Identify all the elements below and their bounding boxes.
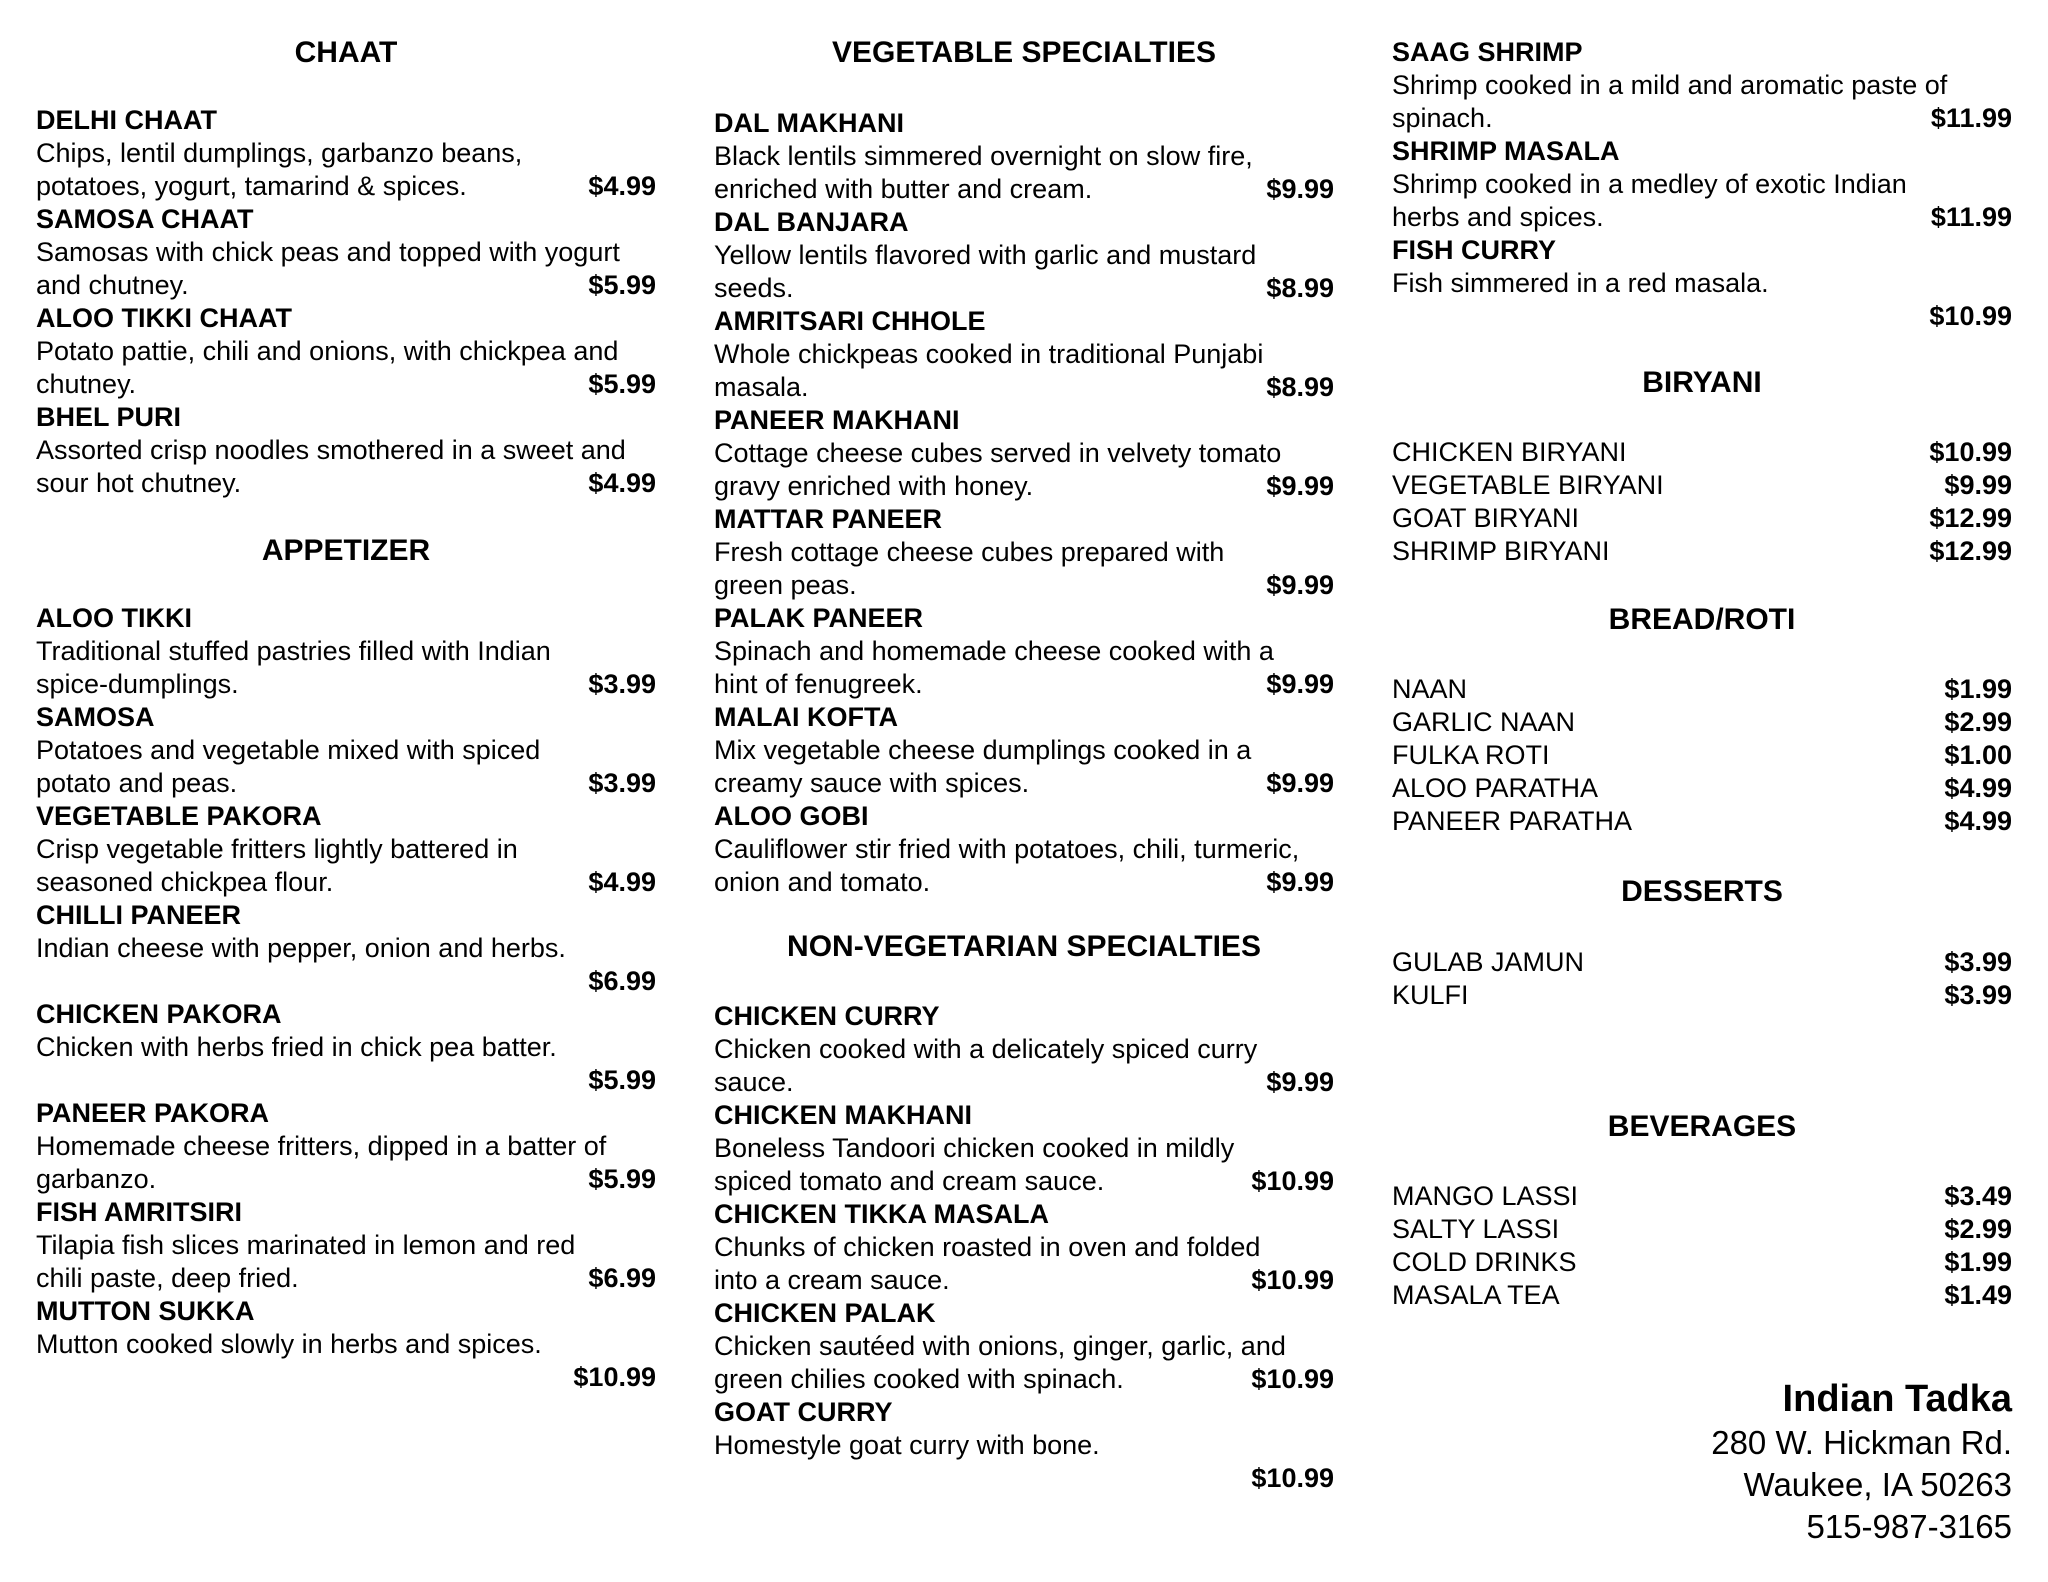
item-price: $9.99 bbox=[1266, 1067, 1334, 1097]
item-description: seeds. bbox=[714, 273, 794, 303]
item-description: Tilapia fish slices marinated in lemon and red bbox=[36, 1230, 576, 1260]
list-item bbox=[1392, 1246, 2012, 1279]
item-name: GARLIC NAAN bbox=[1392, 707, 1576, 737]
item-price: $5.99 bbox=[588, 369, 656, 399]
item-description: Homestyle goat curry with bone. bbox=[714, 1430, 1100, 1460]
item-name: GOAT BIRYANI bbox=[1392, 503, 1580, 533]
item-description: masala. bbox=[714, 372, 809, 402]
item-name: VEGETABLE BIRYANI bbox=[1392, 470, 1664, 500]
list-item bbox=[1392, 706, 2012, 739]
item-description: Samosas with chick peas and topped with yogurt bbox=[36, 237, 620, 267]
item-name: MUTTON SUKKA bbox=[36, 1296, 255, 1326]
item-name: AMRITSARI CHHOLE bbox=[714, 306, 986, 336]
item-name: BHEL PURI bbox=[36, 402, 182, 432]
item-description: Spinach and homemade cheese cooked with a bbox=[714, 636, 1274, 666]
item-name: DELHI CHAAT bbox=[36, 105, 217, 135]
item-description: Cottage cheese cubes served in velvety tomato bbox=[714, 438, 1282, 468]
item-description: Whole chickpeas cooked in traditional Punjabi bbox=[714, 339, 1264, 369]
item-description: Mix vegetable cheese dumplings cooked in a bbox=[714, 735, 1252, 765]
item-name: KULFI bbox=[1392, 980, 1469, 1010]
section-title-biryani: BIRYANI bbox=[1642, 366, 1762, 399]
item-name: CHICKEN CURRY bbox=[714, 1001, 940, 1031]
list-item bbox=[1392, 946, 2012, 979]
item-description: onion and tomato. bbox=[714, 867, 931, 897]
item-name: NAAN bbox=[1392, 674, 1468, 704]
item-description: Fresh cottage cheese cubes prepared with bbox=[714, 537, 1225, 567]
item-description: Chicken with herbs fried in chick pea batter. bbox=[36, 1032, 557, 1062]
item-price: $9.99 bbox=[1266, 174, 1334, 204]
item-name: COLD DRINKS bbox=[1392, 1247, 1577, 1277]
section-title-bread-roti: BREAD/ROTI bbox=[1608, 603, 1796, 636]
list-item bbox=[1392, 673, 2012, 706]
list-item bbox=[1392, 979, 2012, 1012]
restaurant-address-line-2: Waukee, IA 50263 bbox=[1743, 1466, 2012, 1503]
item-name: PANEER PARATHA bbox=[1392, 806, 1633, 836]
list-item bbox=[1392, 1180, 2012, 1213]
item-price: $10.99 bbox=[573, 1362, 656, 1392]
item-price: $3.49 bbox=[1944, 1181, 2012, 1211]
item-description: Assorted crisp noodles smothered in a sweet and bbox=[36, 435, 626, 465]
item-description: hint of fenugreek. bbox=[714, 669, 923, 699]
restaurant-phone: 515-987-3165 bbox=[1806, 1508, 2012, 1545]
item-price: $10.99 bbox=[1251, 1166, 1334, 1196]
item-description: garbanzo. bbox=[36, 1164, 157, 1194]
item-name: CHICKEN BIRYANI bbox=[1392, 437, 1627, 467]
item-description: Potato pattie, chili and onions, with chickpea and bbox=[36, 336, 619, 366]
item-description: Yellow lentils flavored with garlic and mustard bbox=[714, 240, 1257, 270]
item-name: VEGETABLE PAKORA bbox=[36, 801, 322, 831]
item-description: sauce. bbox=[714, 1067, 794, 1097]
item-price: $3.99 bbox=[588, 768, 656, 798]
item-description: Traditional stuffed pastries filled with Indian bbox=[36, 636, 551, 666]
item-price: $6.99 bbox=[588, 1263, 656, 1293]
item-price: $9.99 bbox=[1266, 669, 1334, 699]
item-price: $4.99 bbox=[1944, 806, 2012, 836]
list-item bbox=[1392, 1213, 2012, 1246]
item-description: Homemade cheese fritters, dipped in a batter of bbox=[36, 1131, 607, 1161]
item-description: Indian cheese with pepper, onion and herbs. bbox=[36, 933, 566, 963]
item-description: Shrimp cooked in a medley of exotic Indian bbox=[1392, 169, 1907, 199]
item-price: $10.99 bbox=[1929, 301, 2012, 331]
item-description: Cauliflower stir fried with potatoes, chili, turmeric, bbox=[714, 834, 1300, 864]
item-description: seasoned chickpea flour. bbox=[36, 867, 334, 897]
item-description: spinach. bbox=[1392, 103, 1493, 133]
item-price: $11.99 bbox=[1930, 103, 2012, 133]
list-item bbox=[1392, 469, 2012, 502]
item-price: $12.99 bbox=[1929, 536, 2012, 566]
restaurant-name: Indian Tadka bbox=[1782, 1378, 2012, 1420]
item-price: $4.99 bbox=[588, 468, 656, 498]
item-name: SHRIMP MASALA bbox=[1392, 136, 1620, 166]
item-description: spiced tomato and cream sauce. bbox=[714, 1166, 1105, 1196]
item-name: PALAK PANEER bbox=[714, 603, 924, 633]
item-name: PANEER PAKORA bbox=[36, 1098, 270, 1128]
item-description: potatoes, yogurt, tamarind & spices. bbox=[36, 171, 467, 201]
item-name: MANGO LASSI bbox=[1392, 1181, 1579, 1211]
item-description: Fish simmered in a red masala. bbox=[1392, 268, 1769, 298]
item-name: PANEER MAKHANI bbox=[714, 405, 960, 435]
list-item bbox=[1392, 739, 2012, 772]
item-description: creamy sauce with spices. bbox=[714, 768, 1030, 798]
item-name: SAMOSA CHAAT bbox=[36, 204, 254, 234]
item-description: into a cream sauce. bbox=[714, 1265, 950, 1295]
item-price: $4.99 bbox=[1944, 773, 2012, 803]
section-title-non-vegetarian-specialties: NON-VEGETARIAN SPECIALTIES bbox=[787, 930, 1261, 963]
section-title-appetizer: APPETIZER bbox=[261, 534, 431, 567]
item-description: gravy enriched with honey. bbox=[714, 471, 1034, 501]
item-name: CHICKEN PALAK bbox=[714, 1298, 936, 1328]
item-description: spice-dumplings. bbox=[36, 669, 239, 699]
item-price: $10.99 bbox=[1929, 437, 2012, 467]
item-price: $2.99 bbox=[1944, 1214, 2012, 1244]
item-price: $4.99 bbox=[588, 867, 656, 897]
item-name: FULKA ROTI bbox=[1392, 740, 1550, 770]
list-item bbox=[1392, 535, 2012, 568]
item-price: $9.99 bbox=[1944, 470, 2012, 500]
restaurant-info bbox=[1392, 1376, 2012, 1548]
item-name: ALOO GOBI bbox=[714, 801, 869, 831]
item-price: $9.99 bbox=[1266, 768, 1334, 798]
restaurant-address-line-1: 280 W. Hickman Rd. bbox=[1711, 1424, 2012, 1461]
item-name: GOAT CURRY bbox=[714, 1397, 893, 1427]
item-name: CHILLI PANEER bbox=[36, 900, 242, 930]
item-price: $9.99 bbox=[1266, 570, 1334, 600]
item-price: $1.99 bbox=[1944, 674, 2012, 704]
item-name: SALTY LASSI bbox=[1392, 1214, 1560, 1244]
item-price: $2.99 bbox=[1944, 707, 2012, 737]
item-description: Potatoes and vegetable mixed with spiced bbox=[36, 735, 541, 765]
item-description: Shrimp cooked in a mild and aromatic paste of bbox=[1392, 70, 1948, 100]
item-price: $11.99 bbox=[1930, 202, 2012, 232]
item-name: GULAB JAMUN bbox=[1392, 947, 1585, 977]
item-name: SAAG SHRIMP bbox=[1392, 37, 1583, 67]
item-description: sour hot chutney. bbox=[36, 468, 242, 498]
item-name: MALAI KOFTA bbox=[714, 702, 898, 732]
item-name: ALOO PARATHA bbox=[1392, 773, 1599, 803]
item-description: Chunks of chicken roasted in oven and folded bbox=[714, 1232, 1261, 1262]
item-name: CHICKEN TIKKA MASALA bbox=[714, 1199, 1049, 1229]
list-item bbox=[1392, 1279, 2012, 1312]
item-description: green chilies cooked with spinach. bbox=[714, 1364, 1124, 1394]
section-title-desserts: DESSERTS bbox=[1621, 875, 1783, 908]
item-price: $5.99 bbox=[588, 1164, 656, 1194]
item-description: Crisp vegetable fritters lightly battered in bbox=[36, 834, 518, 864]
item-price: $9.99 bbox=[1266, 867, 1334, 897]
item-price: $1.49 bbox=[1944, 1280, 2012, 1310]
item-price: $12.99 bbox=[1929, 503, 2012, 533]
item-price: $3.99 bbox=[588, 669, 656, 699]
item-name: MATTAR PANEER bbox=[714, 504, 942, 534]
item-description: herbs and spices. bbox=[1392, 202, 1604, 232]
item-description: potato and peas. bbox=[36, 768, 238, 798]
section-title-beverages: BEVERAGES bbox=[1607, 1110, 1797, 1143]
item-name: DAL MAKHANI bbox=[714, 108, 904, 138]
item-price: $5.99 bbox=[588, 1065, 656, 1095]
item-price: $10.99 bbox=[1251, 1265, 1334, 1295]
section-title-vegetable-specialties: VEGETABLE SPECIALTIES bbox=[832, 36, 1216, 69]
item-description: Chips, lentil dumplings, garbanzo beans, bbox=[36, 138, 523, 168]
item-name: SAMOSA bbox=[36, 702, 155, 732]
item-description: enriched with butter and cream. bbox=[714, 174, 1093, 204]
list-item bbox=[1392, 436, 2012, 469]
item-price: $3.99 bbox=[1944, 980, 2012, 1010]
item-price: $1.00 bbox=[1944, 740, 2012, 770]
item-name: FISH CURRY bbox=[1392, 235, 1557, 265]
item-description: Mutton cooked slowly in herbs and spices. bbox=[36, 1329, 542, 1359]
item-description: green peas. bbox=[714, 570, 857, 600]
section-title-chaat: CHAAT bbox=[294, 36, 398, 69]
item-price: $6.99 bbox=[588, 966, 656, 996]
list-item bbox=[1392, 805, 2012, 838]
item-name: CHICKEN PAKORA bbox=[36, 999, 282, 1029]
item-price: $8.99 bbox=[1266, 273, 1334, 303]
item-price: $10.99 bbox=[1251, 1364, 1334, 1394]
item-price: $8.99 bbox=[1266, 372, 1334, 402]
item-price: $1.99 bbox=[1944, 1247, 2012, 1277]
item-price: $5.99 bbox=[588, 270, 656, 300]
item-name: ALOO TIKKI CHAAT bbox=[36, 303, 292, 333]
item-price: $3.99 bbox=[1944, 947, 2012, 977]
item-description: and chutney. bbox=[36, 270, 189, 300]
item-description: Chicken sautéed with onions, ginger, garlic, and bbox=[714, 1331, 1286, 1361]
item-name: CHICKEN MAKHANI bbox=[714, 1100, 972, 1130]
item-description: chili paste, deep fried. bbox=[36, 1263, 299, 1293]
item-name: ALOO TIKKI bbox=[36, 603, 192, 633]
item-name: MASALA TEA bbox=[1392, 1280, 1560, 1310]
item-description: Boneless Tandoori chicken cooked in mildly bbox=[714, 1133, 1235, 1163]
item-name: FISH AMRITSIRI bbox=[36, 1197, 242, 1227]
item-description: Chicken cooked with a delicately spiced curry bbox=[714, 1034, 1258, 1064]
item-name: DAL BANJARA bbox=[714, 207, 909, 237]
list-item bbox=[1392, 502, 2012, 535]
item-description: chutney. bbox=[36, 369, 137, 399]
item-price: $10.99 bbox=[1251, 1463, 1334, 1493]
list-item bbox=[1392, 772, 2012, 805]
item-description: Black lentils simmered overnight on slow fire, bbox=[714, 141, 1253, 171]
item-price: $4.99 bbox=[588, 171, 656, 201]
item-name: SHRIMP BIRYANI bbox=[1392, 536, 1610, 566]
item-price: $9.99 bbox=[1266, 471, 1334, 501]
